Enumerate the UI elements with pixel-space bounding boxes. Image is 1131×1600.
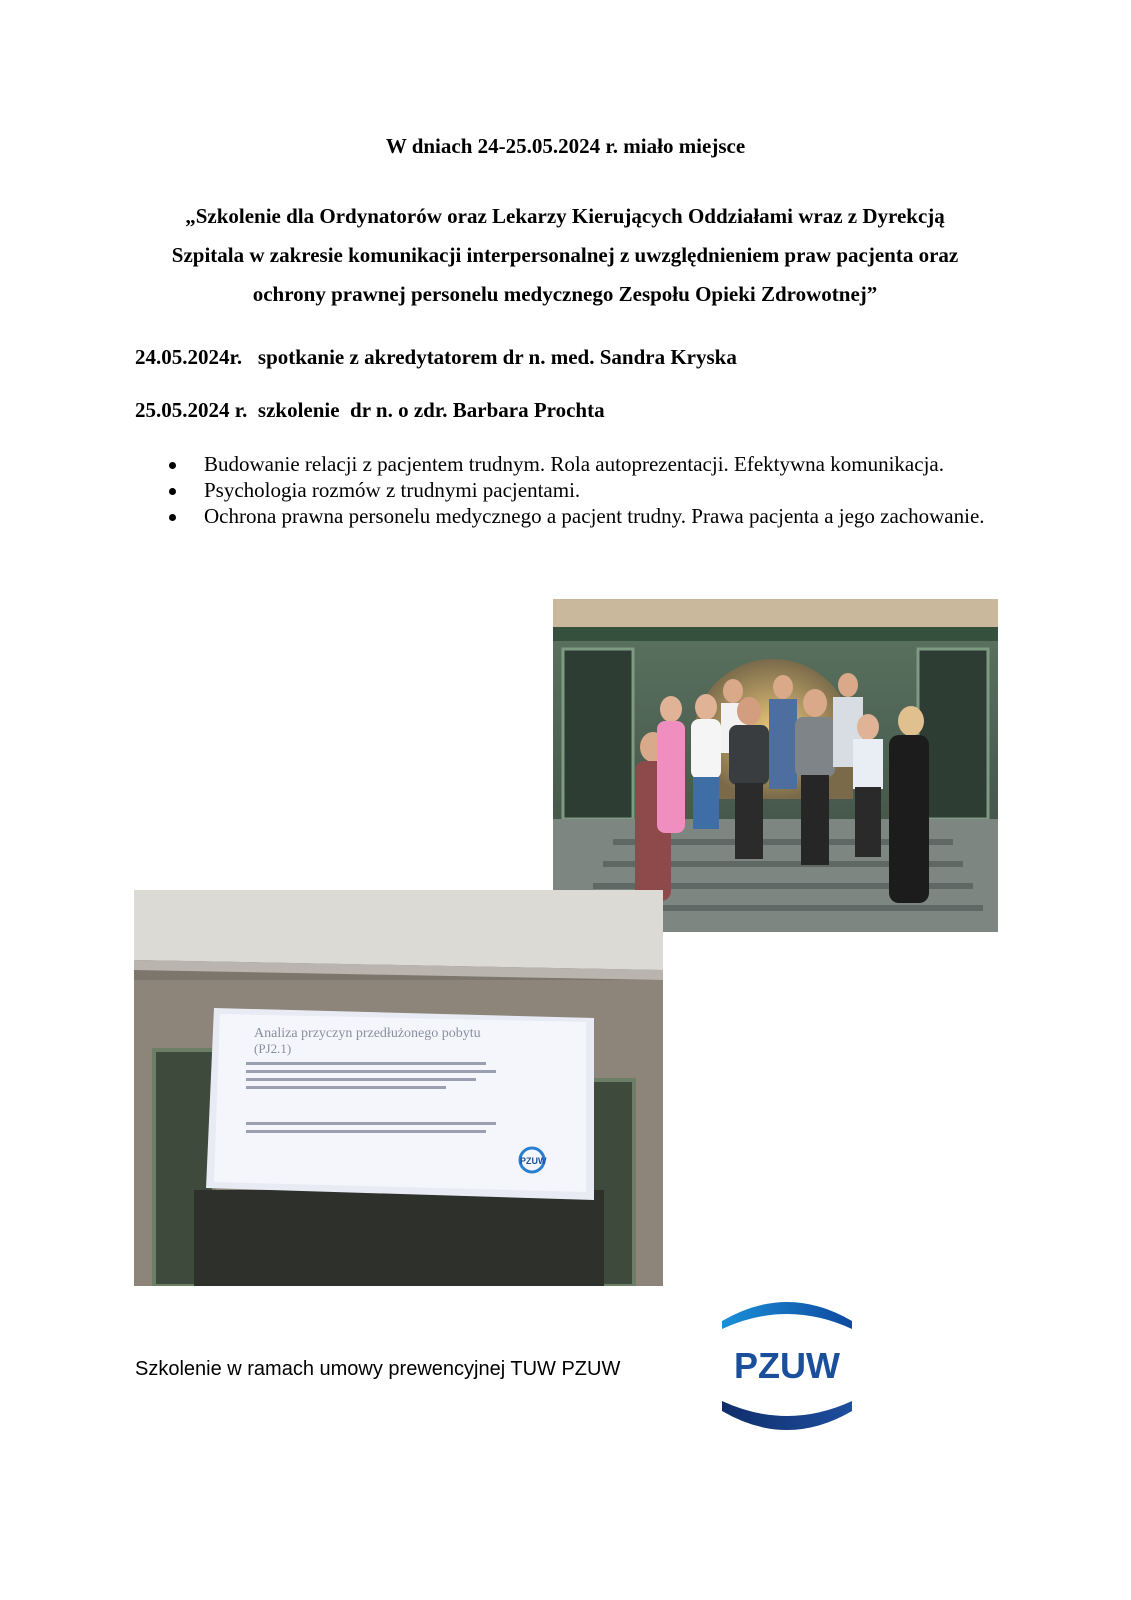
- list-item: [165, 477, 1000, 503]
- pzuw-logo-icon: [712, 1291, 862, 1439]
- bullet-icon: [169, 488, 176, 495]
- subtitle-line: Szpitala w zakresie komunikacji interpersonalnej z uwzględnieniem praw pacjenta oraz: [171, 243, 959, 267]
- schedule-day-2: 25.05.2024 r. szkolenie dr n. o zdr. Barbara Prochta: [135, 398, 605, 422]
- topic-text: Budowanie relacji z pacjentem trudnym. Rola autoprezentacji. Efektywna komunikacja.: [204, 452, 944, 476]
- topic-text: Ochrona prawna personelu medycznego a pacjent trudny. Prawa pacjenta a jego zachowanie.: [204, 504, 985, 528]
- list-item: [165, 503, 1000, 529]
- slide-code: (PJ2.1): [254, 1041, 292, 1056]
- group-photo: [553, 599, 998, 932]
- group-photo-image: [553, 599, 998, 932]
- presentation-photo: [134, 890, 663, 1286]
- subtitle-line: ochrony prawnej personelu medycznego Zespołu Opieki Zdrowotnej”: [252, 282, 878, 306]
- list-item: [165, 451, 1000, 477]
- bullet-icon: [169, 462, 176, 469]
- bullet-icon: [169, 514, 176, 521]
- slide-title: Analiza przyczyn przedłużonego pobytu: [254, 1026, 481, 1041]
- slide-logo-text: PZUW: [520, 1156, 547, 1166]
- topics-list: [165, 451, 1000, 529]
- document-title: W dniach 24-25.05.2024 r. miało miejsce: [385, 134, 746, 158]
- footer-text: Szkolenie w ramach umowy prewencyjnej TUW PZUW: [135, 1358, 621, 1380]
- logo-text: PZUW: [734, 1345, 840, 1386]
- subtitle-line: „Szkolenie dla Ordynatorów oraz Lekarzy Kierujących Oddziałami wraz z Dyrekcją: [185, 204, 945, 228]
- pzuw-logo: [712, 1291, 862, 1439]
- schedule-day-1: 24.05.2024r. spotkanie z akredytatorem dr n. med. Sandra Kryska: [135, 345, 737, 369]
- presentation-photo-image: [134, 890, 663, 1286]
- topic-text: Psychologia rozmów z trudnymi pacjentami.: [204, 478, 581, 502]
- document-subtitle: [125, 197, 1005, 314]
